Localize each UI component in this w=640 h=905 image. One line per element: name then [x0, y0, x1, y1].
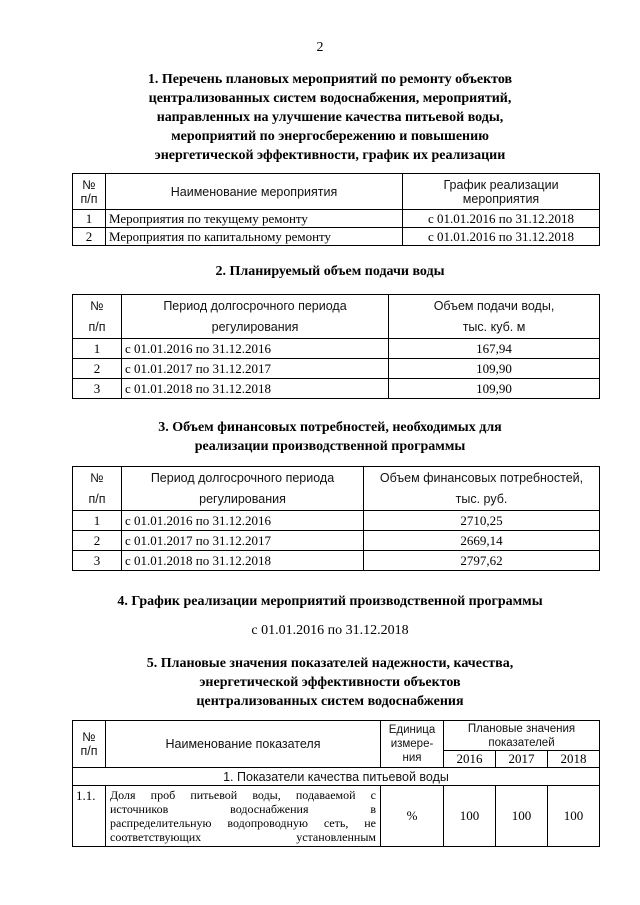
section1-title-line: централизованных систем водоснабжения, мероприятий,	[148, 91, 512, 106]
cell-value-2016: 100	[444, 786, 496, 847]
cell-period: с 01.01.2016 по 31.12.2016	[122, 339, 389, 359]
section5-title-line: централизованных систем водоснабжения	[196, 694, 464, 709]
cell-schedule: с 01.01.2016 по 31.12.2018	[403, 210, 600, 228]
header-year: 2017	[495, 751, 547, 768]
section5-table	[72, 720, 600, 847]
cell-volume: 109,90	[389, 379, 600, 399]
section3-title-line: реализации производственной программы	[194, 439, 466, 454]
table-row	[73, 339, 600, 359]
group-row	[73, 768, 600, 786]
cell-unit: %	[381, 786, 444, 847]
header-name: Наименование мероприятия	[106, 174, 403, 210]
cell-financial: 2797,62	[364, 551, 600, 571]
cell-period: с 01.01.2016 по 31.12.2016	[122, 511, 364, 531]
section1-title	[60, 70, 600, 165]
header-planned: Плановые значения показателей	[444, 721, 600, 751]
section1-title-line: направленных на улучшение качества питьевой воды,	[156, 110, 504, 125]
header-financial: Объем финансовых потребностей, тыс. руб.	[364, 467, 600, 511]
section5-title	[60, 654, 600, 711]
cell-num: 3	[73, 379, 122, 399]
table-header-row	[73, 467, 600, 511]
header-indicator: Наименование показателя	[106, 721, 381, 768]
table-header-row	[73, 295, 600, 339]
section1-title-line: мероприятий по энергосбережению и повышению	[171, 129, 489, 144]
indicator-line: распределительную водопроводную сеть, не	[110, 816, 376, 830]
indicator-line: Доля проб питьевой воды, подаваемой с	[110, 788, 376, 802]
cell-num: 1	[73, 339, 122, 359]
indicator-line: соответствующих установленным	[110, 830, 376, 844]
table-row	[73, 551, 600, 571]
header-num: № п/п	[73, 295, 122, 339]
cell-num: 2	[73, 531, 122, 551]
header-num: № п/п	[73, 174, 106, 210]
cell-num: 2	[73, 359, 122, 379]
cell-period: с 01.01.2018 по 31.12.2018	[122, 551, 364, 571]
section4-period: с 01.01.2016 по 31.12.2018	[251, 623, 409, 638]
header-period: Период долгосрочного периода регулирования	[122, 467, 364, 511]
cell-volume: 109,90	[389, 359, 600, 379]
section5-title-line: 5. Плановые значения показателей надежности, качества,	[146, 656, 514, 671]
section1-table	[72, 173, 600, 246]
cell-num: 3	[73, 551, 122, 571]
cell-value-2018: 100	[547, 786, 599, 847]
table-header-row	[73, 721, 600, 751]
section5-title-line: энергетической эффективности объектов	[199, 675, 461, 690]
page-number: 2	[316, 40, 324, 55]
indicator-line: источников водоснабжения в	[110, 802, 376, 816]
section3-title	[60, 418, 600, 456]
section3-title-line: 3. Объем финансовых потребностей, необходимых для	[158, 420, 502, 435]
cell-num: 1	[73, 511, 122, 531]
cell-financial: 2669,14	[364, 531, 600, 551]
cell-num: 1	[73, 210, 106, 228]
header-num: № п/п	[73, 467, 122, 511]
section1-title-line: энергетической эффективности, график их реализации	[154, 148, 506, 163]
cell-name: Мероприятия по капитальному ремонту	[106, 228, 403, 246]
cell-period: с 01.01.2017 по 31.12.2017	[122, 359, 389, 379]
cell-indicator	[106, 786, 381, 847]
header-unit: Единица измере- ния	[381, 721, 444, 768]
table-row	[73, 786, 600, 847]
section2-title: 2. Планируемый объем подачи воды	[215, 264, 445, 279]
table-row	[73, 531, 600, 551]
header-num: № п/п	[73, 721, 106, 768]
table-row	[73, 210, 600, 228]
table-row	[73, 511, 600, 531]
section4-title: 4. График реализации мероприятий производственной программы	[117, 594, 543, 609]
table-row	[73, 228, 600, 246]
cell-value-2017: 100	[495, 786, 547, 847]
header-year: 2016	[444, 751, 496, 768]
cell-period: с 01.01.2018 по 31.12.2018	[122, 379, 389, 399]
table-row	[73, 379, 600, 399]
cell-financial: 2710,25	[364, 511, 600, 531]
cell-period: с 01.01.2017 по 31.12.2017	[122, 531, 364, 551]
cell-num: 1.1.	[73, 786, 106, 847]
section3-table	[72, 466, 600, 571]
header-volume: Объем подачи воды, тыс. куб. м	[389, 295, 600, 339]
header-schedule: График реализации мероприятия	[403, 174, 600, 210]
table-header-row	[73, 174, 600, 210]
cell-schedule: с 01.01.2016 по 31.12.2018	[403, 228, 600, 246]
cell-volume: 167,94	[389, 339, 600, 359]
section2-table	[72, 294, 600, 399]
header-year: 2018	[547, 751, 599, 768]
cell-num: 2	[73, 228, 106, 246]
header-period: Период долгосрочного периода регулирования	[122, 295, 389, 339]
section1-title-line: 1. Перечень плановых мероприятий по ремонту объектов	[147, 72, 513, 87]
table-row	[73, 359, 600, 379]
group-title: 1. Показатели качества питьевой воды	[73, 768, 600, 786]
cell-name: Мероприятия по текущему ремонту	[106, 210, 403, 228]
